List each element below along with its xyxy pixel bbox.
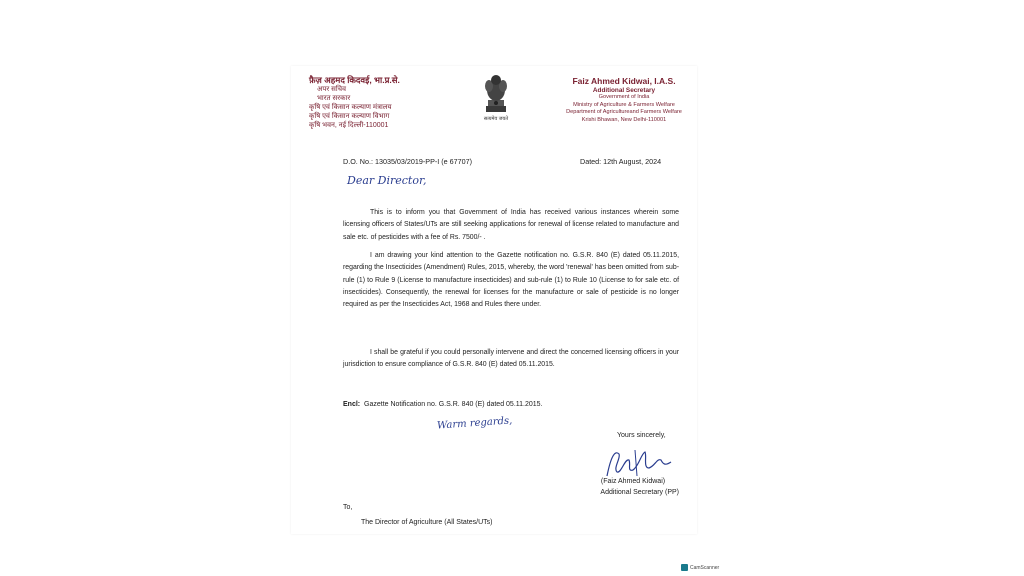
enclosure-label: Encl: [343,401,361,408]
closing: Yours sincerely, [617,432,666,439]
hindi-line: अपर सचिव [317,86,347,93]
letterhead-english [553,76,695,124]
paragraph: I am drawing your kind attention to the Gazette notification no. G.S.R. 840 (E) dated 05.11.2015, regarding the Insecticides (Amendment) Rules, 2015, whereby, the word 'renewal' has been omitted from sub-rule (1) to Rule 9 (License to manufacture insecticides) and sub-rule (1) to Rule 10 (License to for sale etc. of insecticides). Consequently, the renewal for licenses for the manufacture or sale of pesticide is no longer required as per the Insecticides Act, 1968 and Rules there under. [343,252,679,309]
camscanner-label: CamScanner [690,564,720,571]
letterhead-line: Ministry of Agriculture & Farmers Welfare [573,101,675,108]
letterhead-line: Government of India [598,94,650,101]
reference-number: D.O. No.: 13035/03/2019-PP-I (e 67707) [343,157,473,166]
officer-name: Faiz Ahmed Kidwai, I.A.S. [572,76,676,86]
emblem-motto: सत्यमेव जयते [483,116,509,122]
letterhead-line: Krishi Bhawan, New Delhi-110001 [581,116,667,123]
handwritten-salutation: Dear Director, [347,174,427,187]
officer-title: Additional Secretary [592,87,656,94]
addressee: The Director of Agriculture (All States/UTs) [361,519,493,526]
signatory-designation: Additional Secretary (PP) [600,489,679,496]
hindi-line: कृषि एवं किसान कल्याण मंत्रालय [309,104,392,111]
to-label: To, [343,504,353,511]
handwritten-regards: Warm regards, [436,415,513,432]
signature-icon [599,446,679,482]
enclosure [343,401,543,408]
hindi-line: भारत सरकार [317,95,351,102]
letter-page [291,66,697,534]
letter-date: Dated: 12th August, 2024 [580,157,662,166]
camscanner-icon [681,564,688,571]
signatory-name: (Faiz Ahmed Kidwai) [600,478,666,485]
hindi-line: कृषि एवं किसान कल्याण विभाग [309,113,390,120]
paragraph: I shall be grateful if you could personally intervene and direct the concerned licensing officers in your jurisdiction to ensure compliance of G.S.R. 840 (E) dated 05.11.2015. [343,349,679,369]
camscanner-watermark [681,564,719,571]
enclosure-text: Gazette Notification no. G.S.R. 840 (E) dated 05.11.2015. [364,401,543,408]
paragraph: This is to inform you that Government of India has received various instances wherein some licensing officers of States/UTs are still seeking applications for renewal of license related to manufacture and sale etc. of pesticides with a fee of Rs. 7500/- . [343,209,679,241]
hindi-officer-name: फ़ैज़ अहमद किदवई, भा.प्र.से. [309,75,400,85]
hindi-line: कृषि भवन, नई दिल्ली-110001 [309,122,389,129]
letterhead-hindi [309,76,449,130]
letterhead-line: Department of Agricultureand Farmers Welfare [566,109,682,116]
